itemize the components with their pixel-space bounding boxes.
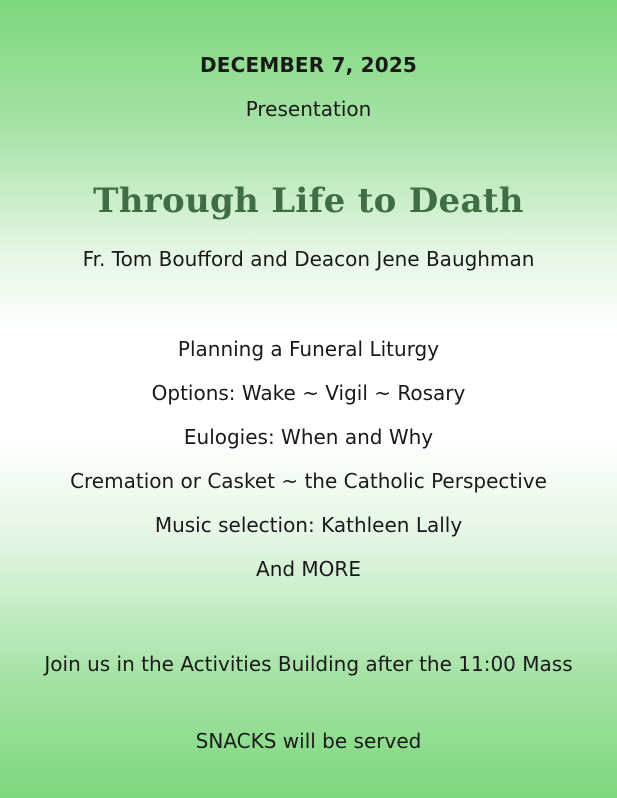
topic-item: Planning a Funeral Liturgy	[177, 337, 440, 361]
invitation-text: Join us in the Activities Building after the 11:00 Mass	[44, 652, 573, 676]
topic-item: And MORE	[256, 557, 361, 581]
topic-item: Options: Wake ~ Vigil ~ Rosary	[151, 381, 466, 405]
snacks-note: SNACKS will be served	[195, 729, 422, 753]
event-date: DECEMBER 7, 2025	[199, 53, 418, 77]
event-speakers: Fr. Tom Boufford and Deacon Jene Baughman	[82, 247, 535, 271]
topic-item: Cremation or Casket ~ the Catholic Perspective	[70, 469, 547, 493]
event-type-label: Presentation	[245, 97, 372, 121]
topic-item: Eulogies: When and Why	[183, 425, 434, 449]
event-title: Through Life to Death	[93, 181, 524, 221]
topic-item: Music selection: Kathleen Lally	[154, 513, 463, 537]
